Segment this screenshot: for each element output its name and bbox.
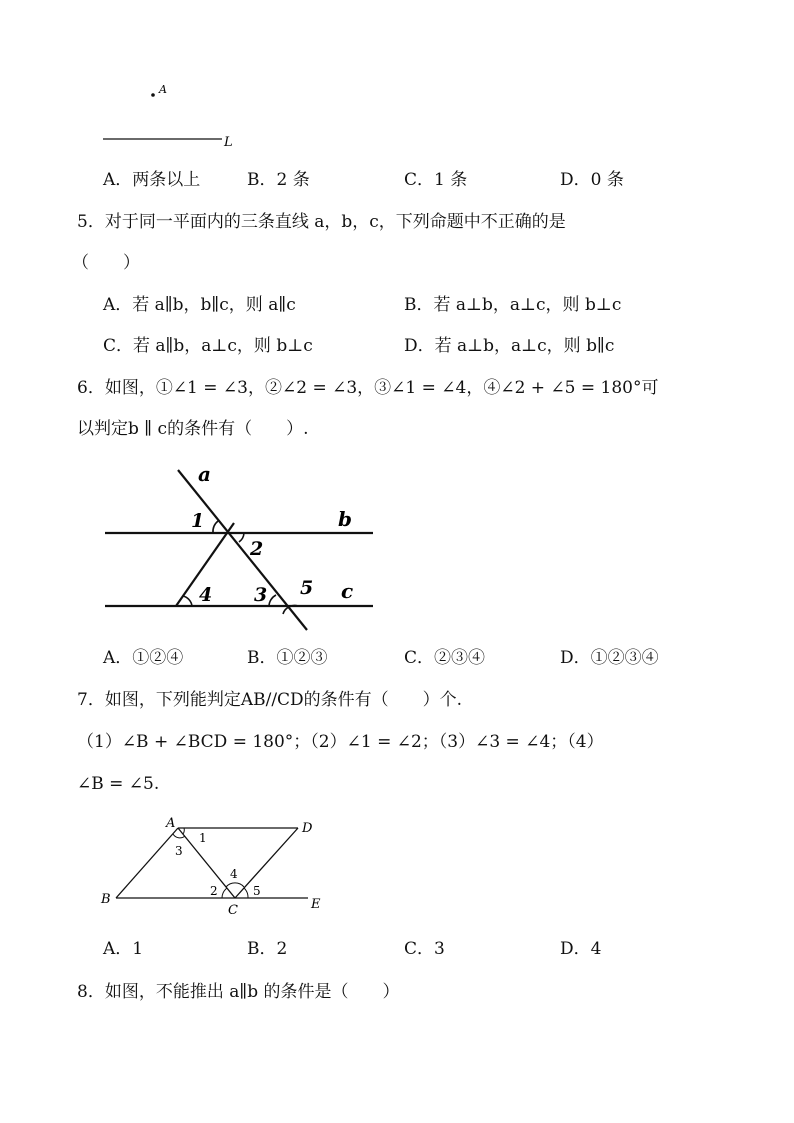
label-angle-4: 4 xyxy=(199,584,213,606)
q6-stem-line2: 以判定b ∥ c的条件有（ ）. xyxy=(77,419,309,439)
label-angle-5: 5 xyxy=(253,884,261,898)
q7-option-a: A．1 xyxy=(103,939,144,959)
angle-5-arc xyxy=(244,888,248,898)
label-angle-4: 4 xyxy=(230,867,238,881)
q6-option-c: C．②③④ xyxy=(404,648,486,668)
label-angle-2: 2 xyxy=(210,884,218,898)
angle-2-arc xyxy=(222,888,227,898)
label-point-b: B xyxy=(101,892,111,907)
label-a: a xyxy=(198,462,211,486)
label-angle-3: 3 xyxy=(254,584,268,606)
label-c: c xyxy=(341,579,354,603)
q4-option-d: D．0 条 xyxy=(560,170,624,190)
q5-paren: （ ） xyxy=(72,253,140,273)
q6-stem-line1: 6．如图，①∠1 = ∠3，②∠2 = ∠3，③∠1 = ∠4，④∠2 + ∠5 = 180°可 xyxy=(77,378,659,398)
label-point-d: D xyxy=(302,821,313,836)
q7-stem: 7．如图，下列能判定AB//CD的条件有（ ）个. xyxy=(77,690,463,710)
angle-1-arc xyxy=(183,828,184,834)
q4-option-b: B．2 条 xyxy=(247,170,310,190)
q7-option-c: C．3 xyxy=(404,939,445,959)
label-angle-1: 1 xyxy=(191,510,205,532)
segment-ab xyxy=(116,828,178,898)
q5-option-a: A．若 a∥b，b∥c，则 a∥c xyxy=(103,295,296,315)
q7-option-b: B．2 xyxy=(247,939,288,959)
q5-option-d: D．若 a⊥b，a⊥c，则 b∥c xyxy=(404,336,615,356)
label-angle-3: 3 xyxy=(175,844,183,858)
q5-option-b: B．若 a⊥b，a⊥c，则 b⊥c xyxy=(404,295,622,315)
q5-stem: 5．对于同一平面内的三条直线 a，b，c，下列命题中不正确的是 xyxy=(77,212,566,232)
label-point-e: E xyxy=(311,897,321,912)
q4-option-c: C．1 条 xyxy=(404,170,468,190)
label-angle-2: 2 xyxy=(250,538,264,560)
q6-option-b: B．①②③ xyxy=(247,648,328,668)
label-point-a: A xyxy=(166,816,176,831)
q7-conditions-line1: （1）∠B + ∠BCD = 180°；（2）∠1 = ∠2；（3）∠3 = ∠4；（4） xyxy=(77,732,604,752)
label-angle-1: 1 xyxy=(199,831,207,845)
angle-4-arc xyxy=(226,883,244,887)
segment-cd xyxy=(235,828,298,898)
q7-option-d: D．4 xyxy=(560,939,602,959)
label-point-c: C xyxy=(228,903,238,918)
q4-option-a: A．两条以上 xyxy=(103,170,201,190)
label-angle-5: 5 xyxy=(300,577,314,599)
point-a-label: A xyxy=(159,83,167,96)
q7-conditions-line2: ∠B = ∠5. xyxy=(77,774,160,794)
q6-option-a: A．①②④ xyxy=(103,648,184,668)
q8-stem: 8．如图，不能推出 a∥b 的条件是（ ） xyxy=(77,982,400,1002)
label-b: b xyxy=(338,507,352,531)
q6-option-d: D．①②③④ xyxy=(560,648,659,668)
line-l-label: L xyxy=(224,135,233,150)
q5-option-c: C．若 a∥b，a⊥c，则 b⊥c xyxy=(103,336,313,356)
